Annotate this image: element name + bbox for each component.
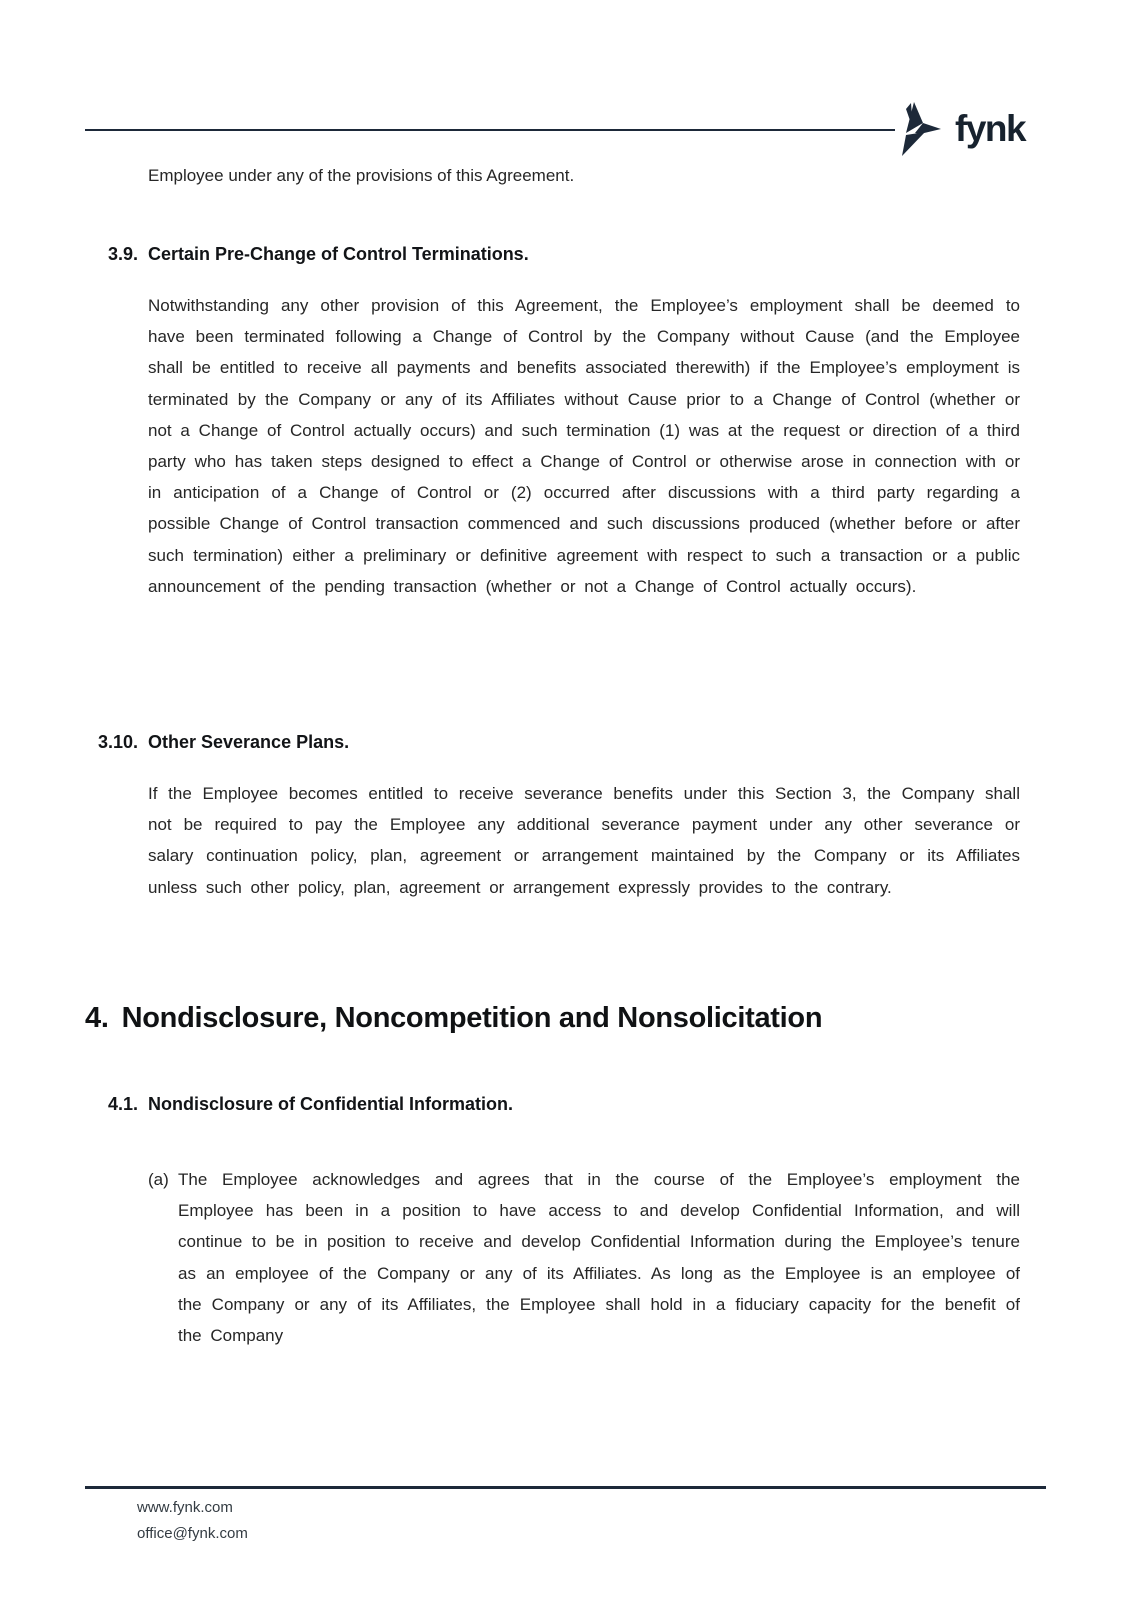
chapter-number: 4. xyxy=(85,1002,109,1034)
section-number: 3.9. xyxy=(107,244,138,264)
section-number: 4.1. xyxy=(107,1094,138,1114)
section-heading-3-9 xyxy=(75,239,1035,270)
footer-email: office@fynk.com xyxy=(137,1525,248,1542)
footer-website: www.fynk.com xyxy=(137,1499,233,1516)
section-title: Other Severance Plans. xyxy=(148,732,350,752)
carryover-paragraph-line: Employee under any of the provisions of this Agreement. xyxy=(148,166,575,185)
section-body-3-9: Notwithstanding any other provision of this Agreement, the Employee’s employment shall be deemed to have been terminated following a Change of Control by the Company without Cause (and the Employee shall be entitled to receive all payments and benefits associated therewith) if the Employee’s employment is terminated by the Company or any of its Affiliates without Cause prior to a Change of Control (whether or not a Change of Control actually occurs) and such termination (1) was at the request or direction of a third party who has taken steps designed to effect a Change of Control or otherwise arose in connection with or in anticipation of a Change of Control or (2) occurred after discussions with a third party regarding a possible Change of Control transaction commenced and such discussions produced (whether before or after such termination) either a preliminary or definitive agreement with respect to such a transaction or a public announcement of the pending transaction (whether or not a Change of Control actually occurs). xyxy=(148,296,1020,596)
footer-divider xyxy=(85,1486,1046,1489)
chapter-heading-4 xyxy=(85,998,1045,1038)
chapter-title: Nondisclosure, Noncompetition and Nonsolicitation xyxy=(121,1002,823,1034)
section-title: Certain Pre-Change of Control Terminations. xyxy=(148,244,529,264)
clause-a xyxy=(148,1164,1020,1351)
footer xyxy=(137,1495,248,1547)
section-number: 3.10. xyxy=(97,732,138,752)
fynk-logo xyxy=(901,101,1025,157)
header-divider xyxy=(85,129,895,131)
origami-bird-icon xyxy=(901,102,943,156)
section-body-3-10: If the Employee becomes entitled to receive severance benefits under this Section 3, the Company shall not be required to pay the Employee any additional severance payment under any other severance or salary continuation policy, plan, agreement or arrangement maintained by the Company or its Affiliates unless such other policy, plan, agreement or arrangement expressly provides to the contrary. xyxy=(148,784,1020,897)
clause-marker: (a) xyxy=(148,1170,169,1189)
brand-wordmark: fynk xyxy=(955,108,1026,149)
clause-a-body: The Employee acknowledges and agrees that in the course of the Employee’s employment the Employee has been in a position to have access to and develop Confidential Information, and will continue to be in position to receive and develop Confidential Information during the Employee’s tenure as an employee of the Company or any of its Affiliates. As long as the Employee is an employee of the Company or any of its Affiliates, the Employee shall hold in a fiduciary capacity for the benefit of the Company xyxy=(178,1170,1020,1346)
section-title: Nondisclosure of Confidential Information. xyxy=(148,1094,514,1114)
section-heading-4-1 xyxy=(75,1089,1035,1120)
section-heading-3-10 xyxy=(75,727,1035,758)
